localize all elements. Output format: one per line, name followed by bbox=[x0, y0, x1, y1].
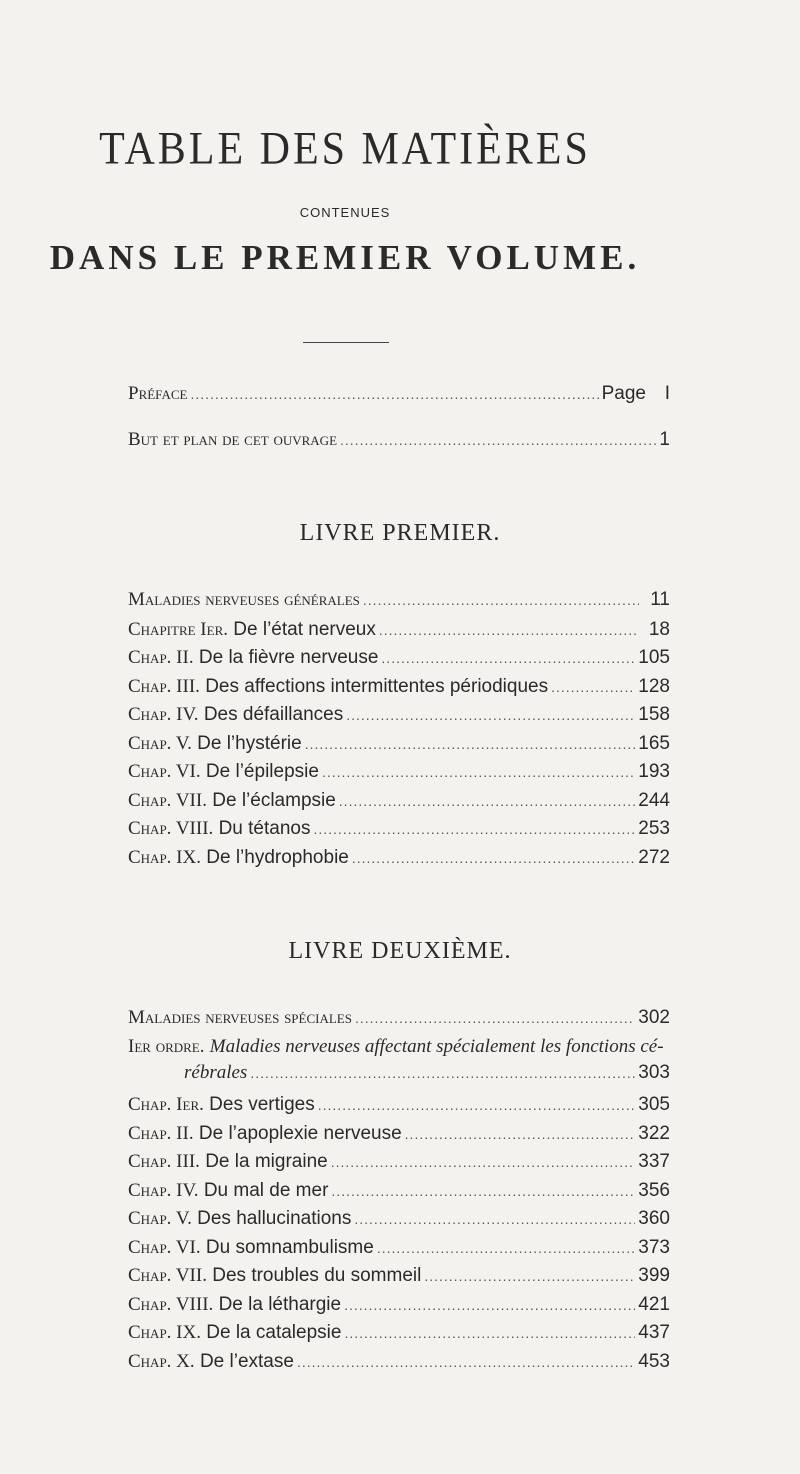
dot-leader bbox=[424, 1264, 635, 1288]
entry-prefix: Chap. X. bbox=[128, 1351, 195, 1372]
entry-label: Maladies nerveuses générales bbox=[128, 589, 360, 610]
entry-page: 360 bbox=[638, 1208, 670, 1229]
entry-label: De l’éclampsie bbox=[212, 790, 336, 811]
dot-leader bbox=[344, 1293, 635, 1317]
entry-label: Des vertiges bbox=[209, 1094, 315, 1115]
entry-label-line1: Maladies nerveuses affectant spécialement les fonctions cé- bbox=[209, 1036, 664, 1057]
dot-leader bbox=[322, 760, 635, 784]
entry-label: De la migraine bbox=[205, 1151, 328, 1172]
entry-page: 193 bbox=[638, 761, 670, 782]
dot-leader bbox=[551, 675, 635, 699]
toc-entry[interactable] bbox=[128, 703, 670, 727]
entry-label: Des affections intermittentes périodiques bbox=[205, 676, 549, 697]
entry-prefix: Chap. IX. bbox=[128, 847, 201, 868]
dot-leader bbox=[363, 588, 639, 612]
entry-label: Du somnambulisme bbox=[205, 1237, 374, 1258]
toc-entry[interactable] bbox=[128, 1264, 670, 1288]
dot-leader bbox=[297, 1350, 635, 1374]
entry-label: De l’épilepsie bbox=[205, 761, 319, 782]
dot-leader bbox=[305, 732, 636, 756]
entry-page: 158 bbox=[638, 704, 670, 725]
entry-prefix: Chap. Ier. bbox=[128, 1094, 204, 1115]
entry-page: 337 bbox=[638, 1151, 670, 1172]
toc-entry[interactable] bbox=[128, 1207, 670, 1231]
toc-entry[interactable] bbox=[128, 1093, 670, 1117]
divider-rule bbox=[303, 342, 389, 343]
toc-entry[interactable] bbox=[128, 1006, 670, 1030]
book-title-livre-deuxieme: LIVRE DEUXIÈME. bbox=[288, 938, 512, 964]
toc-entry[interactable] bbox=[128, 675, 670, 699]
entry-page: 11 bbox=[650, 589, 670, 610]
toc-entry-preface[interactable] bbox=[128, 382, 670, 406]
entry-label: De la catalepsie bbox=[206, 1322, 342, 1343]
toc-entry[interactable] bbox=[128, 588, 670, 612]
book-title-livre-premier: LIVRE PREMIER. bbox=[299, 520, 501, 546]
entry-page: 303 bbox=[638, 1062, 670, 1083]
dot-leader bbox=[313, 817, 635, 841]
entry-prefix: Chap. VI. bbox=[128, 761, 201, 782]
entry-label: Du mal de mer bbox=[203, 1180, 329, 1201]
entry-prefix: Chap. VI. bbox=[128, 1237, 201, 1258]
dot-leader bbox=[250, 1061, 635, 1085]
entry-page: 399 bbox=[638, 1265, 670, 1286]
toc-entry-but-et-plan[interactable] bbox=[128, 428, 670, 452]
toc-entry[interactable] bbox=[128, 846, 670, 870]
entry-label: De la fièvre nerveuse bbox=[198, 647, 379, 668]
toc-entry[interactable] bbox=[128, 1179, 670, 1203]
entry-prefix: Chap. VII. bbox=[128, 790, 207, 811]
entry-prefix: Chap. VII. bbox=[128, 1265, 207, 1286]
entry-page: 253 bbox=[638, 818, 670, 839]
entry-prefix: Chapitre Ier. bbox=[128, 619, 228, 640]
entry-page: 165 bbox=[638, 733, 670, 754]
entry-prefix: Chap. II. bbox=[128, 647, 194, 668]
entry-label: De la léthargie bbox=[218, 1294, 342, 1315]
dot-leader bbox=[355, 1006, 635, 1030]
entry-page: 128 bbox=[638, 676, 670, 697]
entry-prefix: Chap. V. bbox=[128, 733, 192, 754]
entry-prefix: Chap. IV. bbox=[128, 1180, 199, 1201]
entry-page: 1 bbox=[659, 429, 670, 450]
entry-prefix: Chap. III. bbox=[128, 676, 200, 697]
entry-page: 322 bbox=[638, 1123, 670, 1144]
dot-leader bbox=[331, 1179, 635, 1203]
entry-page: 453 bbox=[638, 1351, 670, 1372]
toc-entry-order-continuation bbox=[128, 1061, 670, 1085]
entry-label: De l’hydrophobie bbox=[206, 847, 349, 868]
subtitle-volume: DANS LE PREMIER VOLUME. bbox=[49, 238, 641, 277]
entry-label: Préface bbox=[128, 383, 188, 404]
subtitle-contenues: CONTENUES bbox=[299, 205, 391, 220]
entry-prefix: Chap. VIII. bbox=[128, 1294, 214, 1315]
toc-entry[interactable] bbox=[128, 1350, 670, 1374]
toc-entry[interactable] bbox=[128, 1293, 670, 1317]
dot-leader bbox=[352, 846, 635, 870]
toc-entry[interactable] bbox=[128, 618, 670, 642]
entry-page: I bbox=[664, 383, 670, 404]
entry-prefix: Chap. II. bbox=[128, 1123, 194, 1144]
entry-page: 272 bbox=[638, 847, 670, 868]
entry-label: De l’extase bbox=[199, 1351, 294, 1372]
entry-label: Du tétanos bbox=[218, 818, 311, 839]
toc-entry[interactable] bbox=[128, 760, 670, 784]
entry-prefix: Chap. V. bbox=[128, 1208, 192, 1229]
entry-label-line2: rébrales bbox=[184, 1062, 248, 1083]
entry-label: De l’état nerveux bbox=[233, 619, 376, 640]
dot-leader bbox=[344, 1321, 635, 1345]
toc-entry[interactable] bbox=[128, 817, 670, 841]
dot-leader bbox=[190, 382, 598, 406]
entry-page: 437 bbox=[638, 1322, 670, 1343]
dot-leader bbox=[377, 1236, 635, 1260]
entry-label: Maladies nerveuses spéciales bbox=[128, 1007, 352, 1028]
toc-entry-order[interactable] bbox=[128, 1035, 670, 1083]
dot-leader bbox=[354, 1207, 635, 1231]
dot-leader bbox=[381, 646, 635, 670]
entry-label: Des troubles du sommeil bbox=[212, 1265, 422, 1286]
entry-page: 421 bbox=[638, 1294, 670, 1315]
dot-leader bbox=[318, 1093, 636, 1117]
page-word: Page bbox=[601, 383, 646, 404]
toc-entry[interactable] bbox=[128, 1122, 670, 1146]
entry-page: 105 bbox=[638, 647, 670, 668]
dot-leader bbox=[340, 428, 656, 452]
dot-leader bbox=[379, 618, 639, 642]
entry-prefix: Chap. IV. bbox=[128, 704, 199, 725]
entry-prefix: Chap. IX. bbox=[128, 1322, 201, 1343]
entry-page: 18 bbox=[648, 619, 670, 640]
toc-entry[interactable] bbox=[128, 1321, 670, 1345]
dot-leader bbox=[339, 789, 636, 813]
page-title: TABLE DES MATIÈRES bbox=[99, 123, 591, 175]
entry-page: 356 bbox=[638, 1180, 670, 1201]
entry-prefix: Chap. VIII. bbox=[128, 818, 214, 839]
entry-prefix: Chap. III. bbox=[128, 1151, 200, 1172]
entry-prefix: Ier ordre. bbox=[128, 1036, 205, 1057]
entry-label: De l’hystérie bbox=[197, 733, 302, 754]
entry-page: 244 bbox=[638, 790, 670, 811]
entry-label: But et plan de cet ouvrage bbox=[128, 429, 338, 450]
entry-label: Des hallucinations bbox=[197, 1208, 352, 1229]
toc-entry[interactable] bbox=[128, 732, 670, 756]
toc-entry[interactable] bbox=[128, 789, 670, 813]
entry-page: 373 bbox=[638, 1237, 670, 1258]
dot-leader bbox=[331, 1150, 636, 1174]
entry-page: 305 bbox=[638, 1094, 670, 1115]
toc-entry[interactable] bbox=[128, 1236, 670, 1260]
toc-entry[interactable] bbox=[128, 1150, 670, 1174]
toc-entry[interactable] bbox=[128, 646, 670, 670]
dot-leader bbox=[405, 1122, 636, 1146]
entry-label: Des défaillances bbox=[203, 704, 344, 725]
dot-leader bbox=[346, 703, 635, 727]
entry-label: De l’apoplexie nerveuse bbox=[198, 1123, 402, 1144]
entry-page: 302 bbox=[638, 1007, 670, 1028]
